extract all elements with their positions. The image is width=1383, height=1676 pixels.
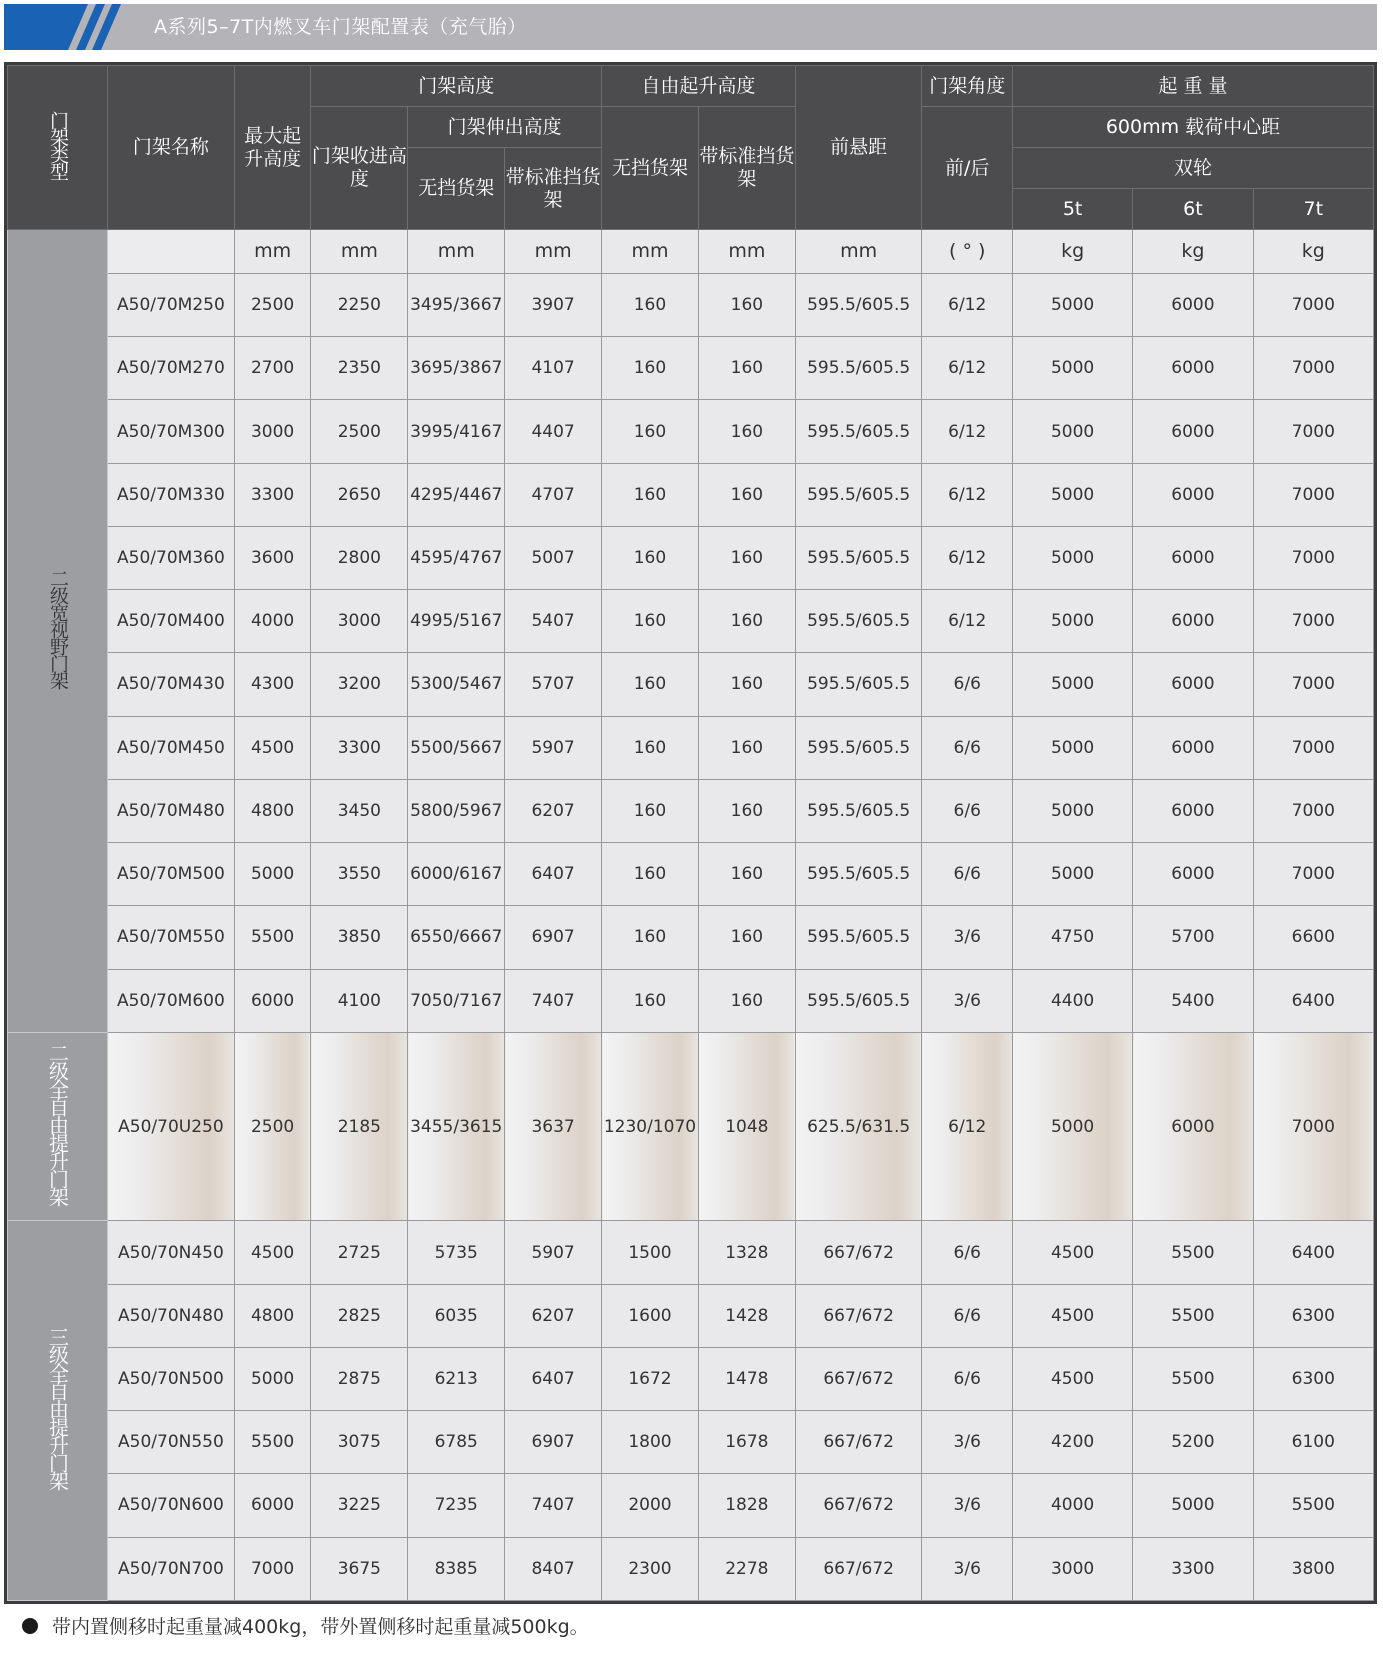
table-cell: 160: [602, 337, 699, 400]
mast-name-cell: A50/70M430: [108, 653, 235, 716]
table-cell: 595.5/605.5: [795, 400, 922, 463]
table-cell: 6000/6167: [408, 843, 505, 906]
table-row: [8, 779, 1374, 842]
table-cell: 6300: [1253, 1347, 1373, 1410]
table-row: [8, 590, 1374, 653]
mast-type-cell: 三级全自由提升门架: [8, 1221, 108, 1601]
table-cell: 6000: [1133, 653, 1253, 716]
table-row: [8, 400, 1374, 463]
table-cell: 595.5/605.5: [795, 337, 922, 400]
table-cell: 4500: [234, 1221, 311, 1284]
table-cell: 2300: [602, 1537, 699, 1600]
table-cell: 595.5/605.5: [795, 716, 922, 779]
table-cell: 7000: [1253, 1032, 1373, 1221]
table-row: [8, 1474, 1374, 1537]
unit-cell: kg: [1253, 230, 1373, 274]
table-cell: 3/6: [922, 1411, 1012, 1474]
table-cell: 7000: [1253, 779, 1373, 842]
table-cell: 4595/4767: [408, 526, 505, 589]
table-cell: 595.5/605.5: [795, 526, 922, 589]
table-cell: 3455/3615: [408, 1032, 505, 1221]
table-cell: 3637: [505, 1032, 602, 1221]
table-cell: 5007: [505, 526, 602, 589]
table-cell: 6/12: [922, 463, 1012, 526]
header-dual-wheel: 双轮: [1012, 148, 1373, 189]
table-cell: 4295/4467: [408, 463, 505, 526]
table-cell: 160: [602, 843, 699, 906]
table-cell: 3495/3667: [408, 273, 505, 336]
table-cell: 595.5/605.5: [795, 969, 922, 1032]
header-front-overhang: 前悬距: [795, 66, 922, 230]
table-cell: 7407: [505, 969, 602, 1032]
table-cell: 1672: [602, 1347, 699, 1410]
table-row: [8, 1284, 1374, 1347]
header-extended-height: 门架伸出高度: [408, 107, 602, 148]
footnote-text: 带内置侧移时起重量减400kg，带外置侧移时起重量减500kg。: [52, 1616, 589, 1638]
table-cell: 4400: [1012, 969, 1132, 1032]
table-cell: 3000: [1012, 1537, 1132, 1600]
mast-name-cell: A50/70N450: [108, 1221, 235, 1284]
table-cell: 5000: [1012, 463, 1132, 526]
table-cell: 3200: [311, 653, 408, 716]
table-cell: 7000: [234, 1537, 311, 1600]
unit-cell: mm: [505, 230, 602, 274]
unit-cell: kg: [1012, 230, 1132, 274]
table-cell: 3225: [311, 1474, 408, 1537]
table-cell: 6/6: [922, 716, 1012, 779]
bullet-icon: [22, 1618, 38, 1634]
table-cell: 2000: [602, 1474, 699, 1537]
table-cell: 7000: [1253, 526, 1373, 589]
table-cell: 7000: [1253, 590, 1373, 653]
table-cell: 595.5/605.5: [795, 653, 922, 716]
footnote: [22, 1612, 589, 1642]
table-cell: 5000: [1012, 337, 1132, 400]
table-cell: 160: [602, 906, 699, 969]
table-cell: 5907: [505, 1221, 602, 1284]
header-tilt-angle: 门架角度: [922, 66, 1012, 107]
table-cell: 6000: [1133, 1032, 1253, 1221]
table-cell: 595.5/605.5: [795, 843, 922, 906]
table-cell: 5000: [1012, 843, 1132, 906]
table-row: [8, 1032, 1374, 1221]
table-cell: 6600: [1253, 906, 1373, 969]
table-cell: 6550/6667: [408, 906, 505, 969]
table-cell: 4500: [1012, 1284, 1132, 1347]
table-row: [8, 463, 1374, 526]
table-row: [8, 273, 1374, 336]
table-cell: 5800/5967: [408, 779, 505, 842]
mast-name-cell: A50/70N600: [108, 1474, 235, 1537]
table-cell: 3000: [311, 590, 408, 653]
table-cell: 6785: [408, 1411, 505, 1474]
table-cell: 5407: [505, 590, 602, 653]
table-cell: 1828: [698, 1474, 795, 1537]
table-cell: 6000: [1133, 716, 1253, 779]
header-max-lift-height: 最大起升高度: [234, 66, 311, 230]
table-cell: 1048: [698, 1032, 795, 1221]
table-cell: 4707: [505, 463, 602, 526]
table-cell: 1500: [602, 1221, 699, 1284]
table-cell: 595.5/605.5: [795, 273, 922, 336]
table-row: [8, 843, 1374, 906]
mast-name-cell: A50/70M330: [108, 463, 235, 526]
table-cell: 6/6: [922, 653, 1012, 716]
table-cell: 4300: [234, 653, 311, 716]
mast-name-cell: A50/70M360: [108, 526, 235, 589]
table-cell: 2500: [234, 273, 311, 336]
header-mast-type: 门架类型: [8, 66, 108, 230]
table-cell: 2250: [311, 273, 408, 336]
table-cell: 160: [698, 906, 795, 969]
table-cell: 625.5/631.5: [795, 1032, 922, 1221]
table-cell: 595.5/605.5: [795, 779, 922, 842]
table-cell: 4800: [234, 1284, 311, 1347]
table-cell: 160: [602, 463, 699, 526]
mast-name-cell: A50/70M500: [108, 843, 235, 906]
table-cell: 3000: [234, 400, 311, 463]
table-row: [8, 906, 1374, 969]
table-cell: 7235: [408, 1474, 505, 1537]
table-cell: 4407: [505, 400, 602, 463]
table-cell: 6300: [1253, 1284, 1373, 1347]
unit-cell: mm: [311, 230, 408, 274]
table-cell: 3800: [1253, 1537, 1373, 1600]
table-cell: 7407: [505, 1474, 602, 1537]
table-cell: 3/6: [922, 1474, 1012, 1537]
table-cell: 5500: [1253, 1474, 1373, 1537]
mast-config-table-frame: [4, 62, 1377, 1604]
table-cell: 6213: [408, 1347, 505, 1410]
table-cell: 4000: [1012, 1474, 1132, 1537]
table-cell: 160: [698, 779, 795, 842]
table-row: [8, 653, 1374, 716]
table-cell: 1328: [698, 1221, 795, 1284]
table-cell: 7000: [1253, 463, 1373, 526]
table-cell: 7000: [1253, 653, 1373, 716]
mast-name-cell: A50/70N550: [108, 1411, 235, 1474]
table-cell: 6000: [1133, 463, 1253, 526]
table-cell: 1428: [698, 1284, 795, 1347]
table-cell: 3/6: [922, 1537, 1012, 1600]
unit-cell: mm: [234, 230, 311, 274]
table-cell: 5000: [1012, 400, 1132, 463]
table-cell: 160: [698, 400, 795, 463]
table-cell: 5000: [1012, 526, 1132, 589]
table-cell: 6907: [505, 906, 602, 969]
table-cell: 2800: [311, 526, 408, 589]
table-cell: 7000: [1253, 716, 1373, 779]
header-cap-7t: 7t: [1253, 189, 1373, 230]
table-cell: 2725: [311, 1221, 408, 1284]
table-cell: 2185: [311, 1032, 408, 1221]
table-row: [8, 1411, 1374, 1474]
table-cell: 5500: [1133, 1221, 1253, 1284]
title-bar: [4, 4, 1377, 50]
table-cell: 160: [602, 526, 699, 589]
table-cell: 6000: [1133, 400, 1253, 463]
table-cell: 6/6: [922, 1284, 1012, 1347]
table-cell: 2350: [311, 337, 408, 400]
mast-name-cell: A50/70M270: [108, 337, 235, 400]
table-cell: 6/12: [922, 590, 1012, 653]
table-cell: 7000: [1253, 843, 1373, 906]
title-stripe-icon: [4, 4, 134, 50]
table-cell: 160: [698, 590, 795, 653]
table-cell: 5500: [1133, 1347, 1253, 1410]
table-cell: 160: [602, 779, 699, 842]
table-cell: 160: [698, 337, 795, 400]
table-row: [8, 969, 1374, 1032]
header-free-with-backrest: 带标准挡货架: [698, 107, 795, 230]
mast-type-cell: 二级全自由提升门架: [8, 1032, 108, 1221]
table-cell: 1478: [698, 1347, 795, 1410]
table-cell: 3/6: [922, 969, 1012, 1032]
table-cell: 6100: [1253, 1411, 1373, 1474]
header-free-lift: 自由起升高度: [602, 66, 796, 107]
table-cell: 3695/3867: [408, 337, 505, 400]
table-cell: 5400: [1133, 969, 1253, 1032]
table-cell: 3907: [505, 273, 602, 336]
table-cell: 3995/4167: [408, 400, 505, 463]
table-cell: 4200: [1012, 1411, 1132, 1474]
table-cell: 1678: [698, 1411, 795, 1474]
table-cell: 5500: [1133, 1284, 1253, 1347]
mast-name-cell: A50/70M600: [108, 969, 235, 1032]
header-cap-6t: 6t: [1133, 189, 1253, 230]
table-row: [8, 1221, 1374, 1284]
table-cell: 6407: [505, 1347, 602, 1410]
table-cell: 3075: [311, 1411, 408, 1474]
table-cell: 595.5/605.5: [795, 590, 922, 653]
table-cell: 6/6: [922, 1347, 1012, 1410]
mast-name-cell: A50/70N500: [108, 1347, 235, 1410]
table-cell: 5500: [234, 1411, 311, 1474]
table-cell: 6/12: [922, 526, 1012, 589]
table-cell: 5300/5467: [408, 653, 505, 716]
mast-name-cell: A50/70N700: [108, 1537, 235, 1600]
table-cell: 595.5/605.5: [795, 906, 922, 969]
mast-name-cell: A50/70U250: [108, 1032, 235, 1221]
mast-name-cell: A50/70M400: [108, 590, 235, 653]
table-cell: 6907: [505, 1411, 602, 1474]
table-cell: 160: [698, 463, 795, 526]
table-cell: 160: [698, 526, 795, 589]
table-cell: 7000: [1253, 400, 1373, 463]
table-cell: 6000: [1133, 843, 1253, 906]
table-cell: 8385: [408, 1537, 505, 1600]
table-cell: 160: [602, 273, 699, 336]
table-cell: 3300: [311, 716, 408, 779]
table-cell: 6035: [408, 1284, 505, 1347]
table-cell: 5000: [234, 843, 311, 906]
mast-name-cell: A50/70N480: [108, 1284, 235, 1347]
table-cell: 1800: [602, 1411, 699, 1474]
table-cell: 6/12: [922, 337, 1012, 400]
table-row: [8, 1537, 1374, 1600]
unit-cell: mm: [698, 230, 795, 274]
table-cell: 2825: [311, 1284, 408, 1347]
table-cell: 7000: [1253, 337, 1373, 400]
units-blank-cell: [108, 230, 235, 274]
unit-cell: ( ° ): [922, 230, 1012, 274]
mast-type-cell: 二级宽视野门架: [8, 230, 108, 1033]
table-cell: 5500: [234, 906, 311, 969]
table-cell: 7050/7167: [408, 969, 505, 1032]
table-cell: 4800: [234, 779, 311, 842]
table-cell: 595.5/605.5: [795, 463, 922, 526]
table-cell: 667/672: [795, 1474, 922, 1537]
header-cap-5t: 5t: [1012, 189, 1132, 230]
table-cell: 5907: [505, 716, 602, 779]
table-cell: 6000: [1133, 779, 1253, 842]
table-cell: 6000: [234, 1474, 311, 1537]
table-cell: 4100: [311, 969, 408, 1032]
table-cell: 160: [698, 969, 795, 1032]
mast-name-cell: A50/70M300: [108, 400, 235, 463]
header-free-no-backrest: 无挡货架: [602, 107, 699, 230]
header-no-backrest: 无挡货架: [408, 148, 505, 230]
table-cell: 4500: [234, 716, 311, 779]
mast-config-table: [7, 65, 1374, 1601]
table-cell: 5500/5667: [408, 716, 505, 779]
table-cell: 5000: [1133, 1474, 1253, 1537]
table-cell: 2875: [311, 1347, 408, 1410]
units-row: [8, 230, 1374, 274]
table-row: [8, 526, 1374, 589]
header-load-center: 600mm 载荷中心距: [1012, 107, 1373, 148]
table-cell: 6/12: [922, 400, 1012, 463]
table-cell: 5200: [1133, 1411, 1253, 1474]
table-cell: 5000: [1012, 590, 1132, 653]
table-cell: 6207: [505, 779, 602, 842]
table-row: [8, 716, 1374, 779]
table-cell: 4750: [1012, 906, 1132, 969]
table-cell: 6/6: [922, 843, 1012, 906]
mast-name-cell: A50/70M550: [108, 906, 235, 969]
table-cell: 2500: [234, 1032, 311, 1221]
table-cell: 2500: [311, 400, 408, 463]
mast-name-cell: A50/70M480: [108, 779, 235, 842]
mast-name-cell: A50/70M250: [108, 273, 235, 336]
table-cell: 160: [602, 590, 699, 653]
table-cell: 6000: [234, 969, 311, 1032]
table-cell: 6000: [1133, 590, 1253, 653]
table-cell: 3450: [311, 779, 408, 842]
table-cell: 6/12: [922, 273, 1012, 336]
table-cell: 4107: [505, 337, 602, 400]
table-cell: 5000: [1012, 716, 1132, 779]
table-cell: 6000: [1133, 273, 1253, 336]
table-cell: 5000: [1012, 1032, 1132, 1221]
table-cell: 5707: [505, 653, 602, 716]
header-capacity: 起 重 量: [1012, 66, 1373, 107]
table-row: [8, 1347, 1374, 1410]
table-cell: 3850: [311, 906, 408, 969]
table-cell: 160: [698, 843, 795, 906]
table-cell: 5000: [1012, 779, 1132, 842]
table-cell: 3300: [1133, 1537, 1253, 1600]
table-cell: 6207: [505, 1284, 602, 1347]
header-mast-height: 门架高度: [311, 66, 602, 107]
table-cell: 2650: [311, 463, 408, 526]
table-row: [8, 337, 1374, 400]
header-mast-name: 门架名称: [108, 66, 235, 230]
table-cell: 4500: [1012, 1347, 1132, 1410]
table-cell: 160: [602, 969, 699, 1032]
unit-cell: mm: [795, 230, 922, 274]
table-cell: 5700: [1133, 906, 1253, 969]
table-cell: 6/6: [922, 779, 1012, 842]
table-cell: 160: [698, 716, 795, 779]
table-cell: 7000: [1253, 273, 1373, 336]
table-cell: 6/6: [922, 1221, 1012, 1284]
table-cell: 6/12: [922, 1032, 1012, 1221]
header-collapsed-height: 门架收进高度: [311, 107, 408, 230]
table-cell: 3600: [234, 526, 311, 589]
table-cell: 8407: [505, 1537, 602, 1600]
table-cell: 667/672: [795, 1347, 922, 1410]
table-cell: 2278: [698, 1537, 795, 1600]
table-cell: 5000: [234, 1347, 311, 1410]
table-cell: 5000: [1012, 653, 1132, 716]
page-title: A系列5–7T内燃叉车门架配置表（充气胎）: [154, 16, 527, 38]
table-cell: 3300: [234, 463, 311, 526]
table-cell: 160: [698, 273, 795, 336]
table-cell: 5735: [408, 1221, 505, 1284]
table-cell: 6400: [1253, 1221, 1373, 1284]
table-cell: 667/672: [795, 1411, 922, 1474]
mast-name-cell: A50/70M450: [108, 716, 235, 779]
header-front-rear: 前/后: [922, 107, 1012, 230]
table-cell: 3675: [311, 1537, 408, 1600]
header-with-backrest: 带标准挡货架: [505, 148, 602, 230]
table-cell: 4500: [1012, 1221, 1132, 1284]
table-cell: 1230/1070: [602, 1032, 699, 1221]
table-cell: 4995/5167: [408, 590, 505, 653]
table-cell: 160: [602, 400, 699, 463]
table-cell: 4000: [234, 590, 311, 653]
table-cell: 667/672: [795, 1537, 922, 1600]
unit-cell: kg: [1133, 230, 1253, 274]
table-cell: 160: [698, 653, 795, 716]
table-cell: 160: [602, 653, 699, 716]
table-cell: 6400: [1253, 969, 1373, 1032]
table-cell: 6000: [1133, 337, 1253, 400]
unit-cell: mm: [408, 230, 505, 274]
table-cell: 3550: [311, 843, 408, 906]
table-cell: 6407: [505, 843, 602, 906]
table-cell: 667/672: [795, 1284, 922, 1347]
table-cell: 667/672: [795, 1221, 922, 1284]
table-cell: 2700: [234, 337, 311, 400]
table-cell: 1600: [602, 1284, 699, 1347]
unit-cell: mm: [602, 230, 699, 274]
table-cell: 160: [602, 716, 699, 779]
table-cell: 6000: [1133, 526, 1253, 589]
table-cell: 5000: [1012, 273, 1132, 336]
table-cell: 3/6: [922, 906, 1012, 969]
